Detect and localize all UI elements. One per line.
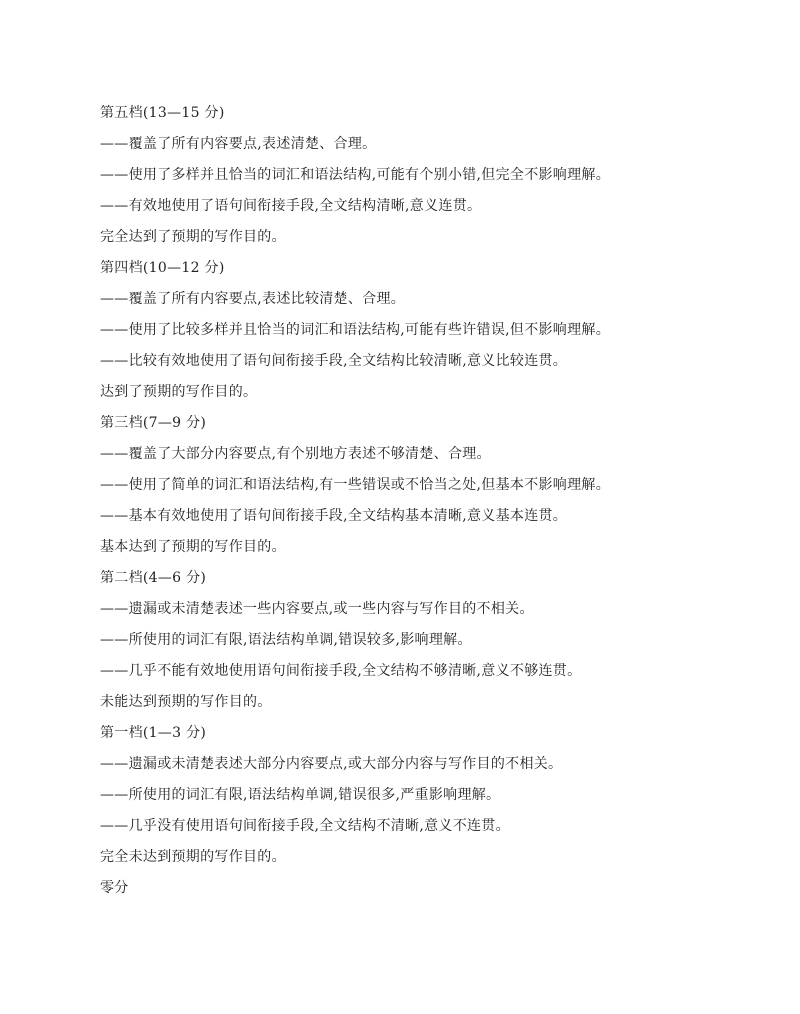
band-2-cohesion-point: ——几乎不能有效地使用语句间衔接手段,全文结构不够清晰,意义不够连贯。 xyxy=(100,663,582,679)
band-3-language-point: ——使用了简单的词汇和语法结构,有一些错误或不恰当之处,但基本不影响理解。 xyxy=(100,477,610,493)
band-1-language-point: ——所使用的词汇有限,语法结构单调,错误很多,严重影响理解。 xyxy=(100,787,501,803)
band-2-language-point: ——所使用的词汇有限,语法结构单调,错误较多,影响理解。 xyxy=(100,632,472,648)
band-3-cohesion-point: ——基本有效地使用了语句间衔接手段,全文结构基本清晰,意义基本连贯。 xyxy=(100,508,568,524)
band-5-content-point: ——覆盖了所有内容要点,表述清楚、合理。 xyxy=(100,136,377,152)
band-1-content-point: ——遗漏或未清楚表述大部分内容要点,或大部分内容与写作目的不相关。 xyxy=(100,756,563,772)
band-2-summary: 未能达到预期的写作目的。 xyxy=(100,694,272,710)
band-4-cohesion-point: ——比较有效地使用了语句间衔接手段,全文结构比较清晰,意义比较连贯。 xyxy=(100,353,568,369)
band-4-summary: 达到了预期的写作目的。 xyxy=(100,384,258,400)
band-2-content-point: ——遗漏或未清楚表述一些内容要点,或一些内容与写作目的不相关。 xyxy=(100,601,534,617)
band-5-heading: 第五档(13—15 分) xyxy=(100,105,225,121)
band-5-language-point: ——使用了多样并且恰当的词汇和语法结构,可能有个别小错,但完全不影响理解。 xyxy=(100,167,610,183)
band-3-content-point: ——覆盖了大部分内容要点,有个别地方表述不够清楚、合理。 xyxy=(100,446,491,462)
band-3-heading: 第三档(7—9 分) xyxy=(100,415,207,431)
band-0-heading: 零分 xyxy=(100,880,129,896)
band-2-heading: 第二档(4—6 分) xyxy=(100,570,207,586)
band-5-cohesion-point: ——有效地使用了语句间衔接手段,全文结构清晰,意义连贯。 xyxy=(100,198,482,214)
band-5-summary: 完全达到了预期的写作目的。 xyxy=(100,229,286,245)
scoring-rubric xyxy=(100,104,760,910)
band-4-heading: 第四档(10—12 分) xyxy=(100,260,225,276)
band-1-heading: 第一档(1—3 分) xyxy=(100,725,207,741)
band-4-language-point: ——使用了比较多样并且恰当的词汇和语法结构,可能有些许错误,但不影响理解。 xyxy=(100,322,610,338)
band-4-content-point: ——覆盖了所有内容要点,表述比较清楚、合理。 xyxy=(100,291,406,307)
band-1-summary: 完全未达到预期的写作目的。 xyxy=(100,849,286,865)
band-1-cohesion-point: ——几乎没有使用语句间衔接手段,全文结构不清晰,意义不连贯。 xyxy=(100,818,510,834)
band-3-summary: 基本达到了预期的写作目的。 xyxy=(100,539,286,555)
